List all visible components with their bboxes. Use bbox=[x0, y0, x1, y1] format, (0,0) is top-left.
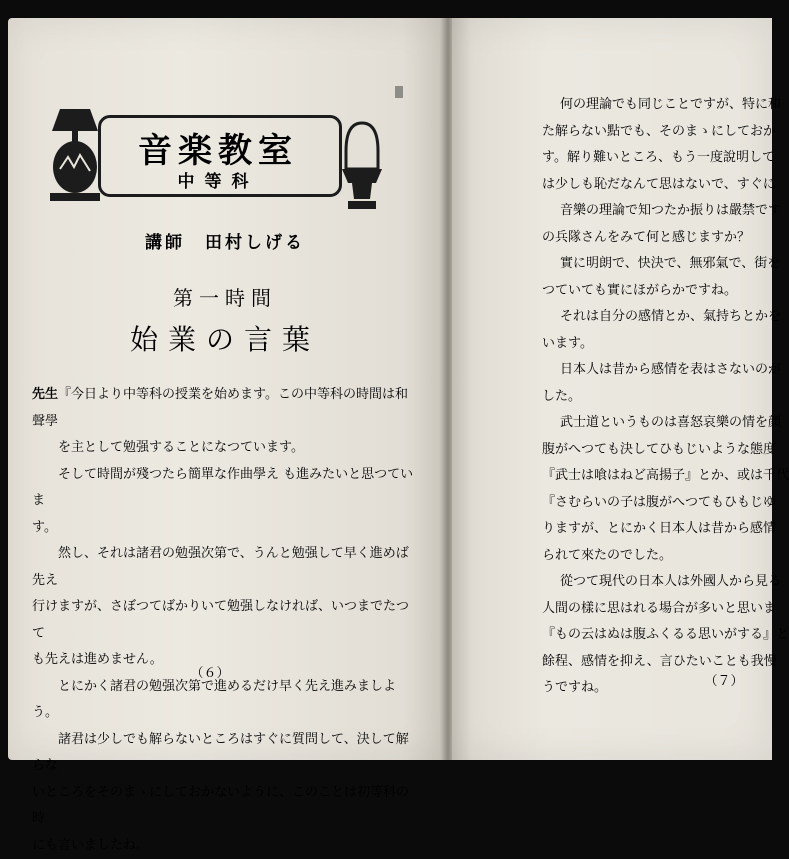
lesson-title: 始業の言葉 bbox=[60, 318, 390, 358]
candle-lamp-icon bbox=[340, 121, 384, 213]
text-line: した。 bbox=[542, 384, 782, 411]
text-line: 音樂の理論で知つたか振りは嚴禁です bbox=[542, 198, 782, 225]
text-line: の兵隊さんをみて何と感じますか？ bbox=[542, 225, 782, 252]
text-line: 從つて現代の日本人は外國人から見る bbox=[542, 569, 782, 596]
text-line: 先生『今日より中等科の授業を始めます。この中等科の時間は和聲學 bbox=[32, 382, 418, 435]
text-line: も先えは進めません。 bbox=[32, 647, 418, 674]
header-title: 音楽教室 bbox=[112, 123, 324, 172]
speaker-label: 先生 bbox=[32, 387, 58, 402]
text-line: す。解り難いところ、もう一度說明して bbox=[542, 145, 782, 172]
page-mark bbox=[395, 86, 403, 98]
text-line: は少しも恥だなんて思はないで、すぐに bbox=[542, 172, 782, 199]
section-header bbox=[40, 105, 388, 205]
text-line: 『武士は喰はねど高揚子』とか、或は千代 bbox=[542, 463, 782, 490]
text-line: られて來たのでした。 bbox=[542, 543, 782, 570]
text-line: とにかく諸君の勉强次第で進めるだけ早く先え進みましよう。 bbox=[32, 674, 418, 727]
lecturer-name: 講師 田村しげる bbox=[60, 228, 390, 253]
text-line: 實に明朗で、快決で、無邪氣で、街を bbox=[542, 251, 782, 278]
text-line: 人間の樣に思はれる場合が多いと思いま bbox=[542, 596, 782, 623]
right-body-text bbox=[542, 92, 782, 702]
text-line: つていても實にほがらかですね。 bbox=[542, 278, 782, 305]
text-line: にも言いましたね。 bbox=[32, 833, 418, 859]
text-line: います。 bbox=[542, 331, 782, 358]
text-line: す。 bbox=[32, 515, 418, 542]
text-line: 何の理論でも同じことですが、特に和 bbox=[542, 92, 782, 119]
page-number-left: （６） bbox=[180, 662, 240, 681]
lesson-number: 第一時間 bbox=[60, 282, 390, 311]
text-line: 武士道というものは喜怒哀樂の情を顔 bbox=[542, 410, 782, 437]
text-line: それは自分の感情とか、氣持ちとかを bbox=[542, 304, 782, 331]
text-line: 諸君は少しでも解らないところはすぐに質問して、決して解らな bbox=[32, 727, 418, 780]
text-line: 行けますが、さぼつてばかりいて勉强しなければ、いつまでたつて bbox=[32, 594, 418, 647]
text-line: を主として勉强することになつています。 bbox=[32, 435, 418, 462]
text-line: そして時間が殘つたら簡單な作曲學え も進みたいと思つていま bbox=[32, 462, 418, 515]
left-body-text bbox=[32, 382, 418, 859]
header-subtitle: 中等科 bbox=[112, 167, 324, 192]
text-line: 『もの云はぬは腹ふくるる思いがする』と bbox=[542, 622, 782, 649]
text-line: 然し、それは諸君の勉强次第で、うんと勉强して早く進めば先え bbox=[32, 541, 418, 594]
text-line: 日本人は昔から感情を表はさないのが bbox=[542, 357, 782, 384]
text-line: 腹がへつても決してひもじいような態度 bbox=[542, 437, 782, 464]
text-line: た解らない點でも、そのまゝにしておか bbox=[542, 119, 782, 146]
text-line: いところをそのまゝにしておかないように、このことは初等科の時 bbox=[32, 780, 418, 833]
page-number-right: （７） bbox=[694, 670, 754, 689]
text-line: りますが、とにかく日本人は昔から感情 bbox=[542, 516, 782, 543]
text-line: 『さむらいの子は腹がへつてもひもじゆ bbox=[542, 490, 782, 517]
text-line: 餘程、感情を抑え、言ひたいことも我慢 bbox=[542, 649, 782, 676]
text-line: うですね。 bbox=[542, 675, 782, 702]
